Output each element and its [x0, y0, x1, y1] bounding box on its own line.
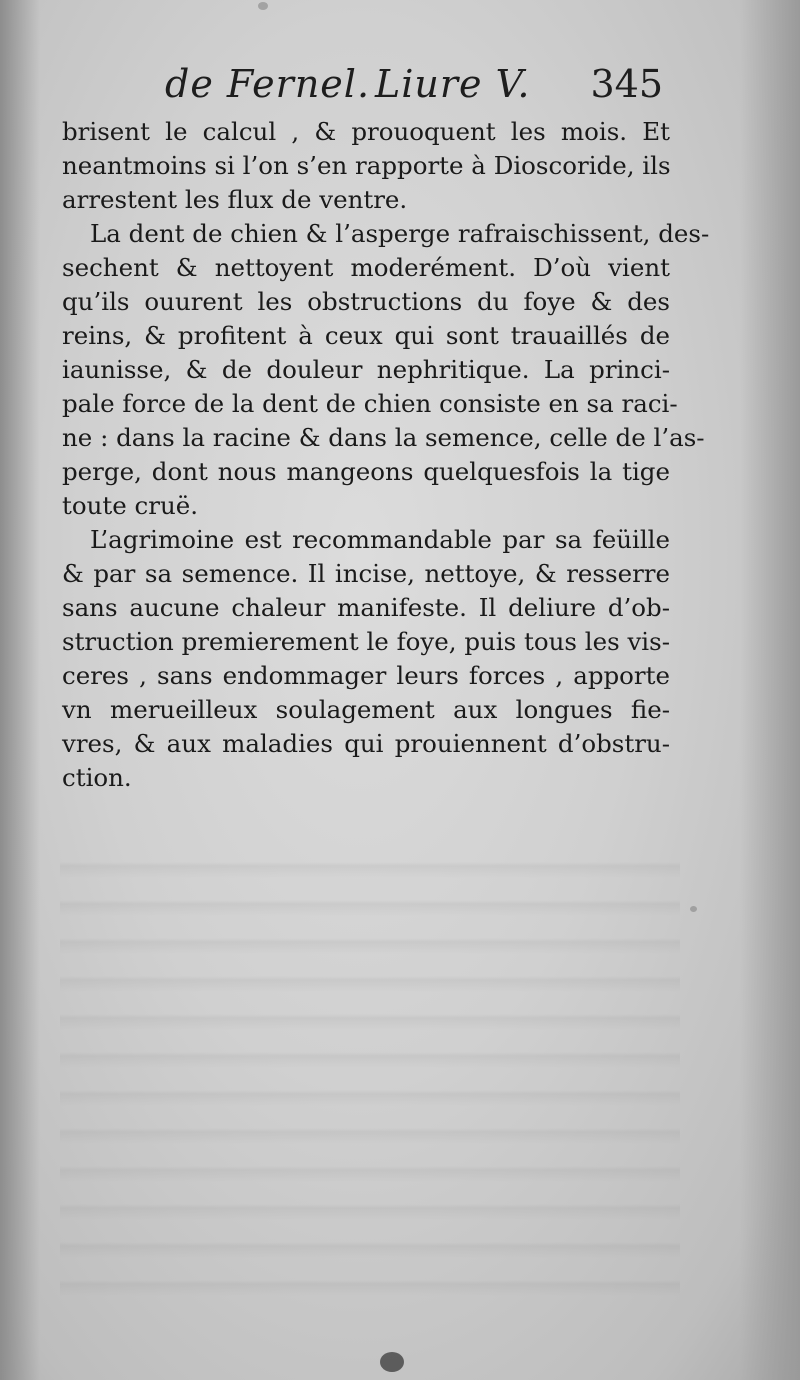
bleed-through-text: [60, 840, 680, 1310]
ink-spot: [258, 2, 268, 10]
page-edge-shadow-left: [0, 0, 40, 1380]
ink-spot: [690, 906, 697, 912]
text-line: ceres , sans endommager leurs forces , apporte: [62, 661, 670, 690]
text-line: sans aucune chaleur manifeste. Il deliure d’ob-: [62, 593, 670, 622]
text-line: & par sa semence. Il incise, nettoye, & resserre: [62, 559, 670, 588]
text-line: reins, & profitent à ceux qui sont trauaillés de: [62, 321, 670, 350]
running-title: de Fernel.: [165, 62, 371, 106]
paragraph-1: [62, 115, 670, 217]
text-line: brisent le calcul , & prouoquent les mois. Et: [62, 117, 670, 146]
text-line: qu’ils ouurent les obstructions du foye & des: [62, 287, 670, 316]
text-line: iaunisse, & de douleur nephritique. La princi-: [62, 355, 670, 384]
paragraph-2: [62, 217, 710, 523]
book-number: Liure V.: [375, 62, 531, 106]
text-line: neantmoins si l’on s’en rapporte à Dioscoride, ils: [62, 151, 671, 180]
text-line: struction premierement le foye, puis tous les vis-: [62, 627, 670, 656]
text-line: toute cruë.: [62, 491, 199, 520]
text-line: vres, & aux maladies qui prouiennent d’obstru-: [62, 729, 670, 758]
text-line: vn merueilleux soulagement aux longues fie-: [62, 695, 670, 724]
text-line: ne : dans la racine & dans la semence, celle de l’as-: [62, 423, 705, 452]
text-line: La dent de chien & l’asperge rafraischissent, des-: [90, 219, 710, 248]
body-text: [62, 115, 710, 795]
ink-smudge: [380, 1352, 404, 1372]
paragraph-3: [62, 523, 670, 795]
text-line: perge, dont nous mangeons quelquesfois la tige: [62, 457, 670, 486]
text-line: arrestent les flux de ventre.: [62, 185, 408, 214]
page-number: 345: [590, 62, 663, 106]
text-line: sechent & nettoyent moderément. D’où vient: [62, 253, 670, 282]
text-line: pale force de la dent de chien consiste en sa raci-: [62, 389, 678, 418]
page-edge-shadow-right: [740, 0, 800, 1380]
text-line: L’agrimoine est recommandable par sa feüille: [90, 525, 670, 554]
text-line: ction.: [62, 763, 132, 792]
page-header: [165, 62, 665, 118]
